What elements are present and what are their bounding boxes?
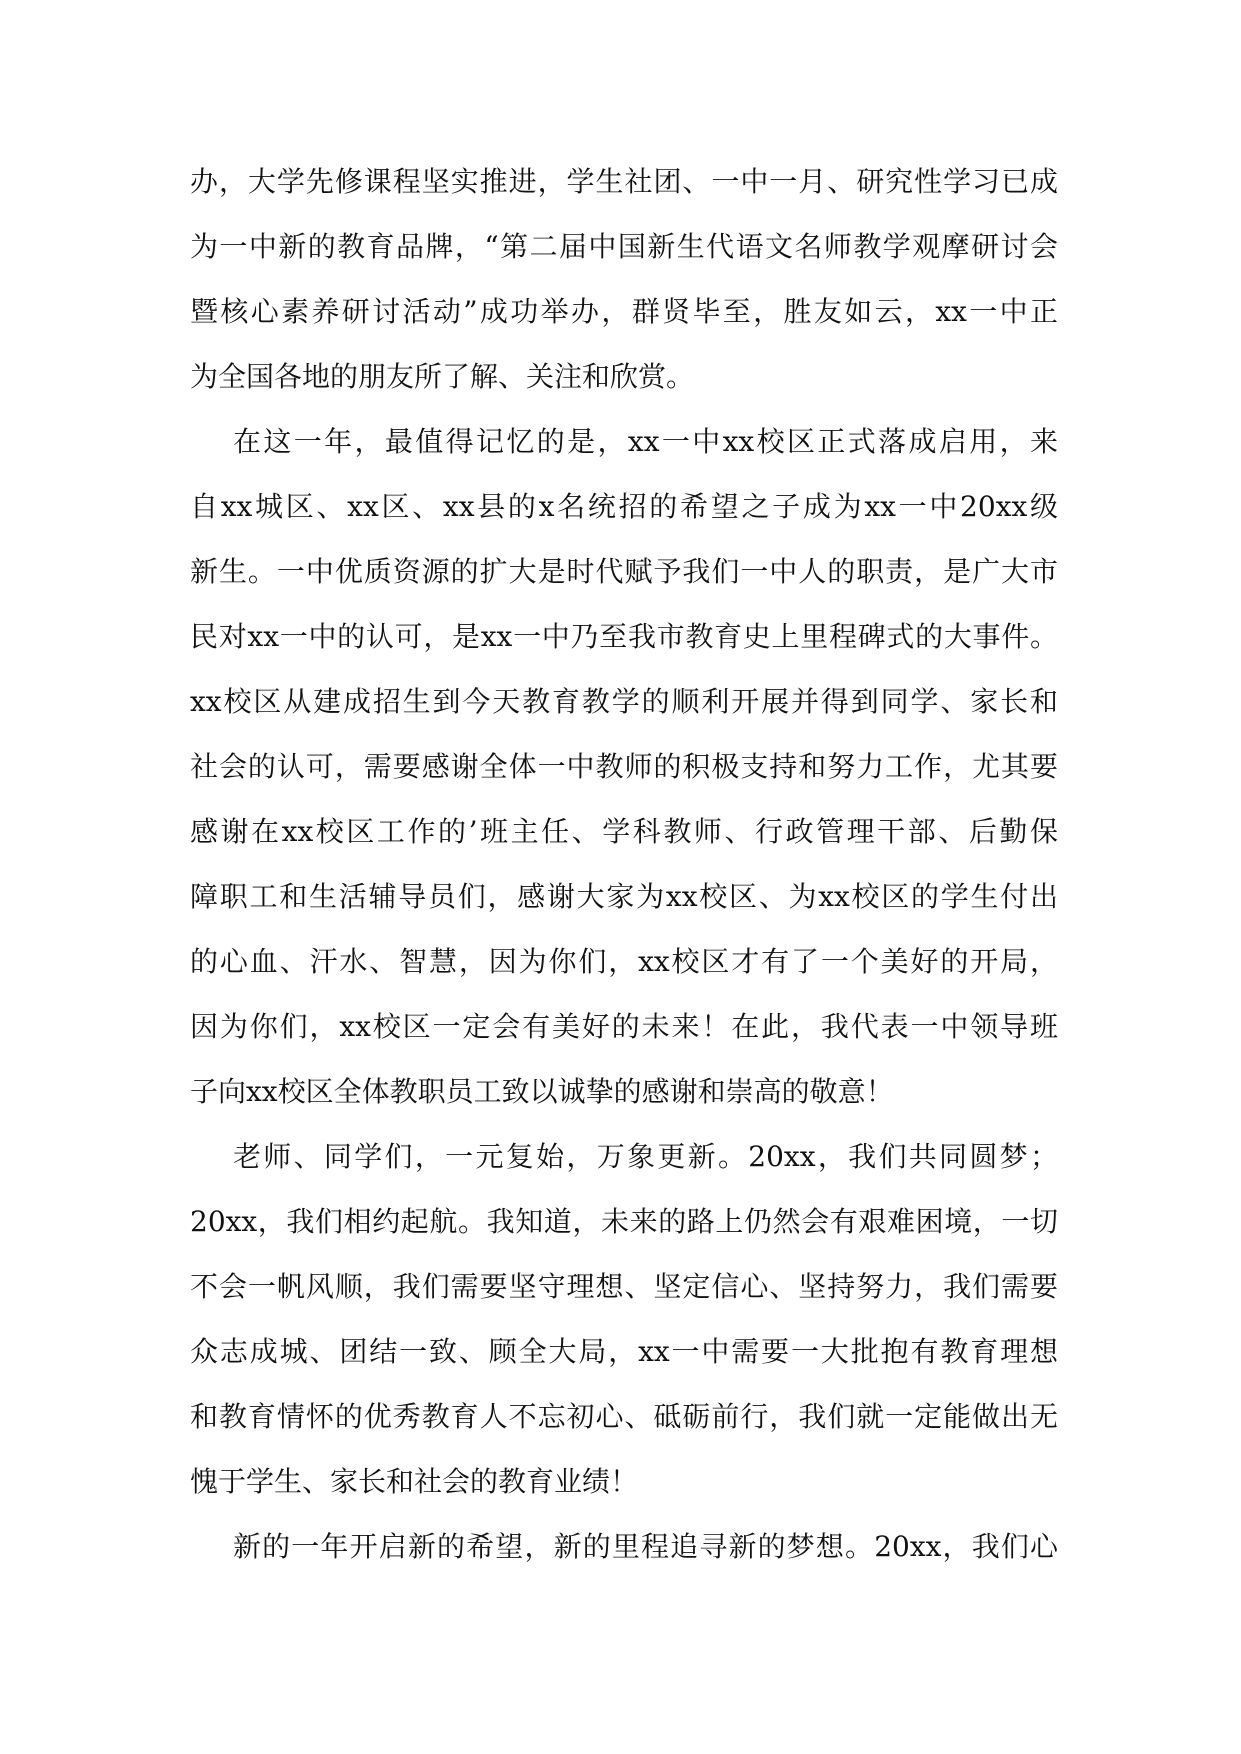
- text-line: 不会一帆风顺，我们需要坚守理想、坚定信心、坚持努力，我们需要: [190, 1270, 1058, 1303]
- text-line: 众志成城、团结一致、顾全大局，xx一中需要一大批抱有教育理想: [190, 1335, 1058, 1368]
- text-line: 障职工和生活辅导员们，感谢大家为xx校区、为xx校区的学生付出: [190, 880, 1058, 913]
- text-line: 20xx，我们相约起航。我知道，未来的路上仍然会有艰难困境，一切: [190, 1205, 1058, 1238]
- text-line: 为一中新的教育品牌，“第二届中国新生代语文名师教学观摩研讨会: [190, 230, 1058, 263]
- text-line: xx校区从建成招生到今天教育教学的顺利开展并得到同学、家长和: [190, 685, 1058, 718]
- text-line: 的心血、汗水、智慧，因为你们，xx校区才有了一个美好的开局，: [190, 945, 1058, 978]
- text-line: 新的一年开启新的希望，新的里程追寻新的梦想。20xx，我们心: [233, 1530, 1058, 1563]
- text-line: 民对xx一中的认可，是xx一中乃至我市教育史上里程碑式的大事件。: [190, 620, 1058, 653]
- text-line: 自xx城区、xx区、xx县的x名统招的希望之子成为xx一中20xx级: [190, 490, 1058, 523]
- text-line: 老师、同学们，一元复始，万象更新。20xx，我们共同圆梦；: [233, 1140, 1058, 1173]
- text-line: 社会的认可，需要感谢全体一中教师的积极支持和努力工作，尤其要: [190, 750, 1058, 783]
- text-line: 办，大学先修课程坚实推进，学生社团、一中一月、研究性学习已成: [190, 165, 1058, 198]
- text-line: 和教育情怀的优秀教育人不忘初心、砥砺前行，我们就一定能做出无: [190, 1400, 1058, 1433]
- document-body: [190, 157, 1058, 1587]
- text-line: 感谢在xx校区工作的’班主任、学科教师、行政管理干部、后勤保: [190, 815, 1058, 848]
- text-line: 愧于学生、家长和社会的教育业绩！: [190, 1465, 639, 1498]
- text-line: 为全国各地的朋友所了解、关注和欣赏。: [190, 360, 695, 393]
- text-line: 子向xx校区全体教职员工致以诚挚的感谢和崇高的敬意！: [190, 1075, 894, 1108]
- text-line: 暨核心素养研讨活动”成功举办，群贤毕至，胜友如云，xx一中正: [190, 295, 1058, 328]
- text-line: 因为你们，xx校区一定会有美好的未来！在此，我代表一中领导班: [190, 1010, 1058, 1043]
- text-line: 在这一年，最值得记忆的是，xx一中xx校区正式落成启用，来: [233, 425, 1058, 458]
- text-line: 新生。一中优质资源的扩大是时代赋予我们一中人的职责，是广大市: [190, 555, 1058, 588]
